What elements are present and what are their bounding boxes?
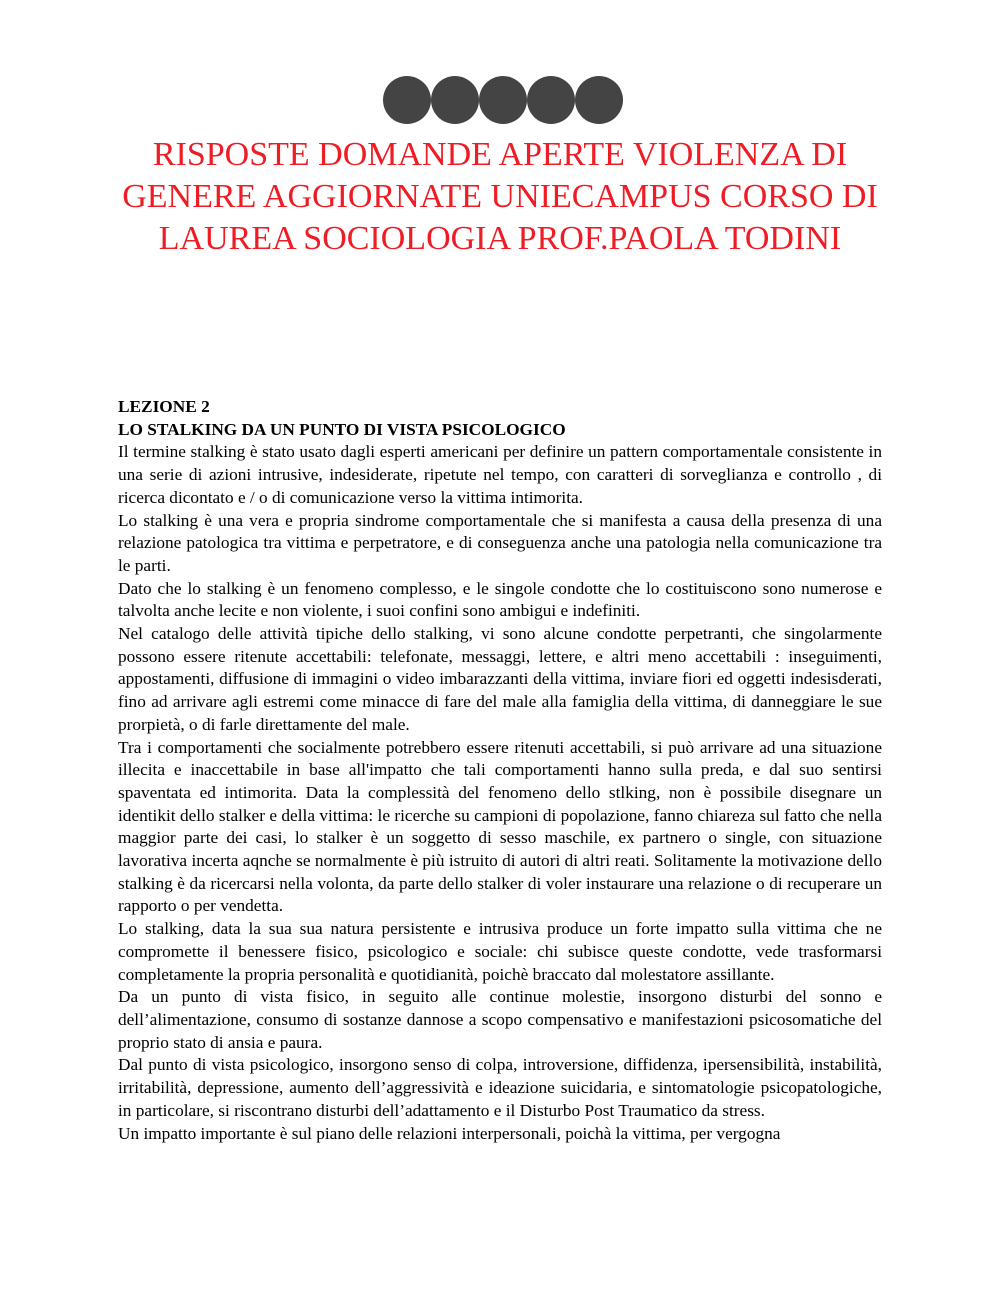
paragraph: Dal punto di vista psicologico, insorgono senso di colpa, introversione, diffidenza, ipersensibilità, instabilità, irritabilità, depressione, aumento dell’aggressività e ideazione suicidaria, e sintomatologie psicopatologiche, in particolare, si riscontrano disturbi dell’adattamento e il Disturbo Post Traumatico da stress. [118, 1055, 882, 1120]
logo-circle [431, 76, 479, 124]
paragraph: Tra i comportamenti che socialmente potrebbero essere ritenuti accettabili, si può arrivare ad una situazione illecita e inaccettabile in base all'impatto che tali comportamenti hanno sulla preda, e dal suo sentirsi spaventata ed intimorita. Data la complessità del fenomeno dello stlking, non è possibile disegnare un identikit dello stalker e della vittima: le ricerche su campioni di popolazione, fanno chiareza sul fatto che nella maggior parte dei casi, lo stalker è un soggetto di sesso maschile, ex partnero o single, con situazione lavorativa incerta aqnche se normalmente è più istruito di autori di altri reati. Solitamente la motivazione dello stalking è da ricercarsi nella volonta, da parte dello stalker di voler instaurare una relazione o di recuperare un rapporto o per vendetta. [118, 737, 882, 916]
paragraph: Nel catalogo delle attività tipiche dello stalking, vi sono alcune condotte perpetranti, che singolarmente possono essere ritenute accettabili: telefonate, messaggi, lettere, e altri meno accettabili : inseguimenti, appostamenti, diffusione di immagini o video imbarazzanti della vittima, inviare fiori ed oggetti indesisderati, fino ad arrivare agli estremi come minacce di fare del male alla famiglia della vittima, di danneggiare le sue prorpietà, o di farle direttamente del male. [118, 624, 882, 734]
document-title: RISPOSTE DOMANDE APERTE VIOLENZA DI GENERE AGGIORNATE UNIECAMPUS CORSO DI LAUREA SOCIOLOGIA PROF.PAOLA TODINI [122, 136, 878, 257]
lesson-heading: LO STALKING DA UN PUNTO DI VISTA PSICOLOGICO [118, 419, 566, 439]
paragraph: Da un punto di vista fisico, in seguito alle continue molestie, insorgono disturbi del sonno e dell’alimentazione, consumo di sostanze dannose a scopo compensativo e manifestazioni psicosomatiche del proprio stato di ansia e paura. [118, 987, 882, 1052]
logo [383, 76, 623, 124]
logo-circle [479, 76, 527, 124]
logo-circle [575, 76, 623, 124]
paragraph: Lo stalking, data la sua sua natura persistente e intrusiva produce un forte impatto sulla vittima che ne compromette il benessere fisico, psicologico e sociale: chi subisce queste condotte, vede trasformarsi completamente la propria personalità e quotidianità, poichè braccato dal molestatore assillante. [118, 919, 882, 984]
logo-circle [527, 76, 575, 124]
lesson-label: LEZIONE 2 [118, 397, 210, 416]
paragraph: Dato che lo stalking è un fenomeno complesso, e le singole condotte che lo costituiscono sono numerose e talvolta anche lecite e non violente, i suoi confini sono ambigui e indefiniti. [118, 578, 882, 621]
logo-circle [383, 76, 431, 124]
lesson-content [118, 396, 882, 1145]
paragraph: Il termine stalking è stato usato dagli esperti americani per definire un pattern comportamentale consistente in una serie di azioni intrusive, indesiderate, ripetute nel tempo, con caratteri di sorveglianza e controllo , di ricerca dicontato e / o di comunicazione verso la vittima intimorita. [118, 442, 882, 507]
paragraph: Lo stalking è una vera e propria sindrome comportamentale che si manifesta a causa della presenza di una relazione patologica tra vittima e perpetratore, e di conseguenza anche una patologia nella comunicazione tra le parti. [118, 510, 882, 575]
paragraph: Un impatto importante è sul piano delle relazioni interpersonali, poichà la vittima, per vergogna [118, 1123, 781, 1143]
